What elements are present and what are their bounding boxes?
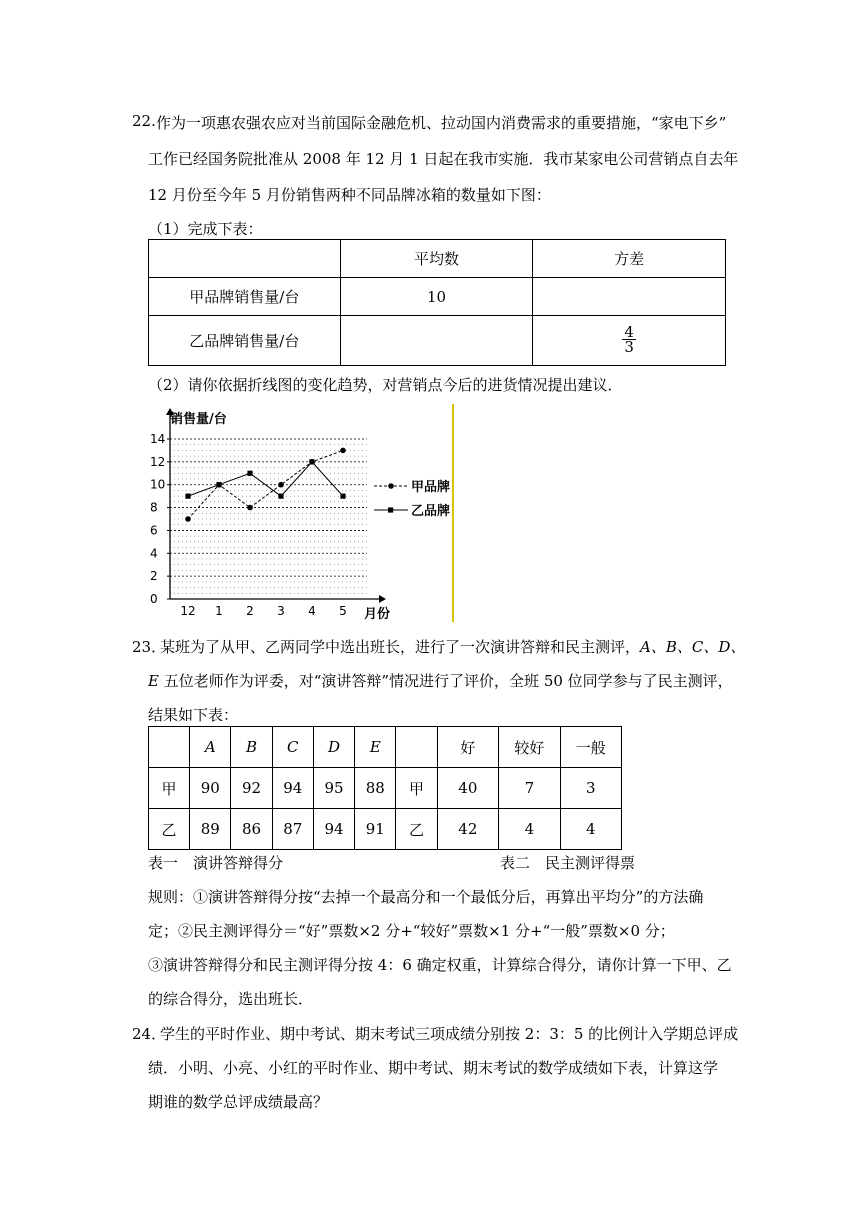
q23-header-cell <box>396 727 437 768</box>
q23-rule-line1: 规则：①演讲答辩得分按“去掉一个最高分和一个最低分后，再算出平均分”的方法确 <box>148 888 704 906</box>
q23-table-cell: 90 <box>190 768 231 809</box>
q23-table <box>148 726 622 850</box>
legend-marker <box>388 507 393 512</box>
q23-header-cell: 较好 <box>499 727 560 768</box>
x-tick-label: 12 <box>180 604 196 618</box>
table-caption-2: 表二 民主测评得票 <box>500 854 636 872</box>
chart-x-axis-label: 月份 <box>364 607 391 622</box>
q23-table-cell: 4 <box>560 809 621 850</box>
table-header-cell <box>149 240 341 278</box>
y-tick-label: 12 <box>150 454 166 469</box>
fraction <box>622 325 636 354</box>
q23-table-cell: 乙 <box>149 809 190 850</box>
fraction-numerator: 4 <box>624 323 634 341</box>
q22-table <box>148 239 726 366</box>
x-tick-label: 5 <box>339 604 347 618</box>
q23-text-line3: 结果如下表： <box>148 706 239 724</box>
q23-header-cell: D <box>313 727 354 768</box>
q23-header-cell: E <box>355 727 396 768</box>
q23-table-cell: 94 <box>272 768 313 809</box>
x-tick-label: 1 <box>215 604 223 618</box>
data-point-yi <box>247 471 252 476</box>
data-point-jia <box>340 448 346 454</box>
q23-table-cell: 88 <box>355 768 396 809</box>
q23-rule-line3: ③演讲答辩得分和民主测评得分按 4：6 确定权重，计算综合得分，请你计算一下甲、乙 <box>148 956 732 974</box>
q23-table-cell: 40 <box>437 768 499 809</box>
q23-header-cell <box>149 727 190 768</box>
q23-line2-text: 五位老师作为评委，对“演讲答辩”情况进行了评价，全班 50 位同学参与了民主测评， <box>158 672 733 690</box>
table-header-mean: 平均数 <box>340 240 533 278</box>
y-tick-label: 10 <box>150 477 166 492</box>
q24-text-line2: 绩．小明、小亮、小红的平时作业、期中考试、期末考试的数学成绩如下表，计算这学 <box>148 1059 719 1077</box>
q23-text-line1 <box>160 636 745 657</box>
data-point-yi <box>185 494 190 499</box>
q23-table-cell: 87 <box>272 809 313 850</box>
q23-header-cell: C <box>272 727 313 768</box>
legend-marker <box>388 483 394 489</box>
data-point-yi <box>278 494 283 499</box>
cell-jia-mean: 10 <box>340 278 533 316</box>
q23-table-cell: 乙 <box>396 809 437 850</box>
cell-jia-variance <box>533 278 726 316</box>
q23-table-cell: 7 <box>499 768 560 809</box>
legend-label: 甲品牌 <box>411 480 451 495</box>
q23-table-cell: 86 <box>231 809 272 850</box>
q23-number: 23． <box>132 638 167 656</box>
q23-judges-list: A、B、C、D、 <box>640 638 746 656</box>
x-tick-label: 4 <box>308 604 316 618</box>
fraction-denominator: 3 <box>624 338 634 356</box>
q22-text-line1: 作为一项惠农强农应对当前国际金融危机、拉动国内消费需求的重要措施，“家电下乡” <box>156 114 727 132</box>
data-point-jia <box>185 516 191 522</box>
y-tick-label: 4 <box>150 546 158 561</box>
y-tick-label: 2 <box>150 569 158 584</box>
y-tick-label: 6 <box>150 523 158 538</box>
q22-text-line2: 工作已经国务院批准从 2008 年 12 月 1 日起在我市实施．我市某家电公司营销点自去年 <box>148 150 739 168</box>
y-tick-label: 14 <box>150 432 166 446</box>
q23-table-cell: 甲 <box>396 768 437 809</box>
q23-table-cell: 92 <box>231 768 272 809</box>
y-tick-label: 8 <box>150 500 158 515</box>
data-point-yi <box>340 494 345 499</box>
q23-table-cell: 42 <box>437 809 499 850</box>
q23-header-cell: B <box>231 727 272 768</box>
q23-judge-e: E <box>148 672 159 690</box>
q23-table-cell: 91 <box>355 809 396 850</box>
data-point-jia <box>278 482 284 488</box>
q23-rule-line4: 的综合得分，选出班长． <box>148 990 314 1008</box>
q23-header-cell: 好 <box>437 727 499 768</box>
q24-text-line3: 期谁的数学总评成绩最高？ <box>148 1093 329 1111</box>
x-tick-label: 2 <box>246 604 254 618</box>
data-point-yi <box>216 482 221 487</box>
q23-line1-text: 某班为了从甲、乙两同学中选出班长，进行了一次演讲答辩和民主测评， <box>160 638 641 656</box>
legend-label: 乙品牌 <box>411 504 451 519</box>
y-tick-label: 0 <box>150 592 158 606</box>
table-caption-1: 表一 演讲答辩得分 <box>148 854 284 872</box>
q23-table-cell: 甲 <box>149 768 190 809</box>
x-tick-label: 3 <box>277 604 285 618</box>
row-label-jia: 甲品牌销售量/台 <box>149 278 341 316</box>
cell-yi-mean <box>340 316 533 366</box>
q23-text-line2 <box>148 670 733 691</box>
q23-table-cell: 95 <box>313 768 354 809</box>
cell-yi-variance <box>533 316 726 366</box>
data-point-yi <box>309 459 314 464</box>
q23-table-cell: 4 <box>499 809 560 850</box>
row-label-yi: 乙品牌销售量/台 <box>149 316 341 366</box>
q23-table-cell: 94 <box>313 809 354 850</box>
q22-part2: （2）请你依据折线图的变化趋势，对营销点今后的进货情况提出建议． <box>148 376 623 394</box>
q22-part1: （1）完成下表： <box>148 220 263 238</box>
q24-text-line1: 学生的平时作业、期中考试、期末考试三项成绩分别按 2：3：5 的比例计入学期总评成 <box>160 1025 739 1043</box>
chart-y-axis-label: 销售量/台 <box>170 412 227 427</box>
q23-table-cell: 3 <box>560 768 621 809</box>
q23-table-cell: 89 <box>190 809 231 850</box>
q23-rule-line2: 定；②民主测评得分＝“好”票数×2 分+“较好”票数×1 分+“一般”票数×0 分； <box>148 922 675 940</box>
q24-number: 24． <box>132 1025 167 1043</box>
data-point-jia <box>247 505 253 511</box>
q23-header-cell: A <box>190 727 231 768</box>
line-chart <box>146 404 460 622</box>
table-header-variance: 方差 <box>533 240 726 278</box>
q22-number: 22. <box>132 112 156 130</box>
q23-header-cell: 一般 <box>560 727 621 768</box>
q22-text-line3: 12 月份至今年 5 月份销售两种不同品牌冰箱的数量如下图： <box>148 186 551 204</box>
